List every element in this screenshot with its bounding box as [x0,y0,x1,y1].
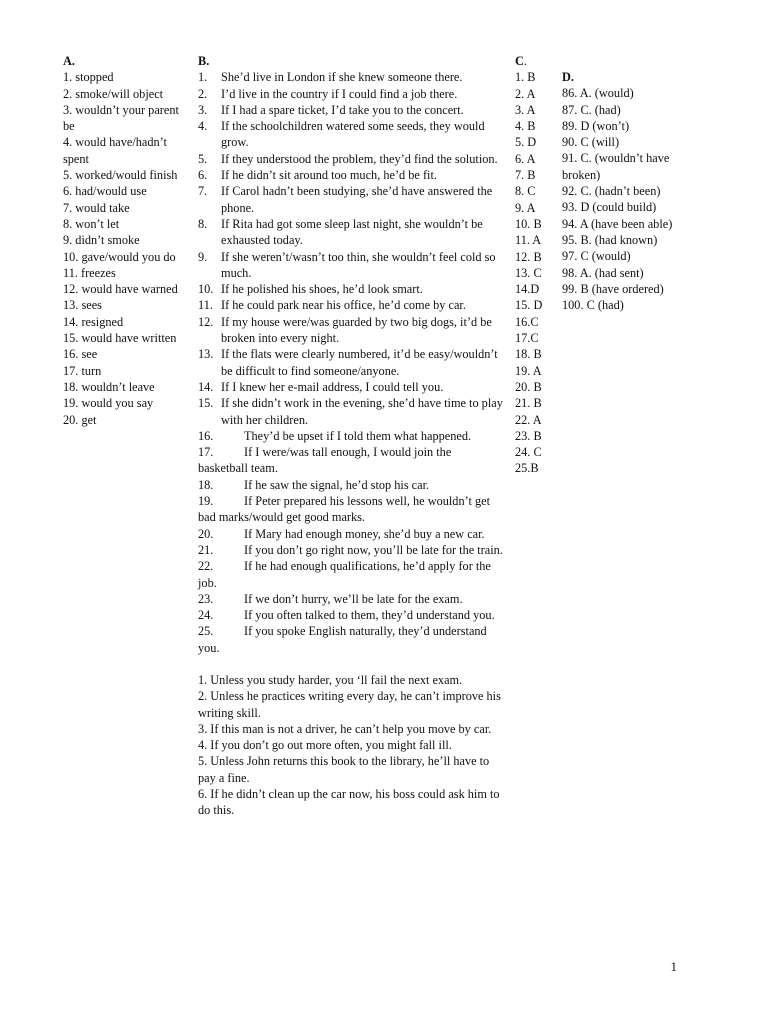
answer-item: 99. B (have ordered) [562,281,664,296]
item-number: 25. [198,624,214,639]
section-c-header [515,53,559,69]
section-a-list [63,69,185,428]
sentence-item [198,428,503,444]
answer-item: 86. A. (would) [562,86,634,101]
answer-item: 93. D (could build) [562,200,657,215]
sentence-item [198,297,503,313]
answer-item: 16. see [63,347,98,362]
item-text: If you don’t go right now, you’ll be late for the train. [244,542,503,557]
section-b-header: B. [198,54,210,68]
sentence-item [198,102,503,118]
item-number: 9. [198,249,208,264]
item-text: If she weren’t/wasn’t too thin, she wouldn’t feel cold so much. [221,249,496,280]
sentence-item [198,607,503,623]
answer-item: 24. C [515,445,542,460]
answer-item: 12. would have warned [63,282,178,297]
answer-item: 1. B [515,70,536,85]
section-c [515,53,559,477]
section-c-header-dot: . [523,54,527,68]
section-b-unless-list [198,672,503,819]
section-b-numbered-list [198,69,503,428]
item-text: If he saw the signal, he’d stop his car. [244,477,430,492]
item-number: 5. [198,151,208,166]
answer-item: 16.C [515,314,539,329]
item-text: If he didn’t sit around too much, he’d be fit. [221,168,437,183]
answer-item: 8. won’t let [63,216,120,231]
answer-item: 18. wouldn’t leave [63,379,155,394]
item-text: If the flats were clearly numbered, it’d be easy/wouldn’t be difficult to find someone/anyone. [221,347,498,378]
unless-sentence: 1. Unless you study harder, you ‘ll fail the next exam. [198,672,463,687]
answer-item: 13. C [515,265,542,280]
item-number: 20. [198,526,214,541]
item-text: They’d be upset if I told them what happened. [244,428,472,443]
item-text: I’d live in the country if I could find a job there. [221,86,458,101]
sentence-item [198,118,503,151]
sentence-item [198,151,503,167]
item-number: 17. [198,445,214,460]
answer-item: 89. D (won’t) [562,118,630,133]
unless-sentence: 2. Unless he practices writing every day, he can’t improve his writing skill. [198,689,501,720]
answer-item: 13. sees [63,298,102,313]
sentence-item [198,346,503,379]
item-number: 12. [198,314,214,329]
section-b [198,53,503,819]
answer-item: 8. C [515,184,536,199]
section-c-list [515,69,559,476]
answer-item: 17. turn [63,363,102,378]
answer-item: 19. would you say [63,396,154,411]
answer-item: 9. A [515,200,536,215]
item-text: If Peter prepared his lessons well, he wouldn’t get bad marks/would get good marks. [198,494,490,525]
item-text: If she didn’t work in the evening, she’d have time to play with her children. [221,396,503,427]
answer-item: 7. B [515,168,536,183]
answer-item: 3. wouldn’t your parent be [63,102,179,134]
item-number: 21. [198,542,214,557]
answer-item: 15. D [515,298,543,313]
item-number: 7. [198,184,208,199]
sentence-item [198,314,503,347]
unless-sentence: 4. If you don’t go out more often, you might fall ill. [198,738,452,753]
item-number: 8. [198,216,208,231]
answer-item: 90. C (will) [562,135,620,150]
answer-item: 98. A. (had sent) [562,265,644,280]
answer-item: 14. resigned [63,314,124,329]
sentence-item [198,558,503,591]
answer-item: 10. B [515,216,542,231]
sentence-item [198,542,503,558]
answer-item: 20. get [63,412,97,427]
answer-item: 14.D [515,282,540,297]
page-number: 1 [670,958,677,974]
section-a [63,53,185,428]
sentence-item [198,591,503,607]
sentence-item [198,183,503,216]
item-text: If they understood the problem, they’d find the solution. [221,151,498,166]
answer-item: 6. had/would use [63,184,147,199]
answer-item: 22. A [515,412,542,427]
answer-item: 25.B [515,461,539,476]
item-number: 16. [198,428,214,443]
answer-item: 4. B [515,119,536,134]
item-number: 6. [198,168,208,183]
item-text: If he polished his shoes, he’d look smart. [221,282,423,297]
answer-item: 94. A (have been able) [562,216,673,231]
item-number: 2. [198,86,208,101]
sentence-item [198,526,503,542]
section-c-header-letter: C [515,54,524,68]
item-number: 13. [198,347,214,362]
item-text: If I were/was tall enough, I would join the basketball team. [198,445,452,476]
answer-item: 95. B. (had known) [562,232,658,247]
item-text: If Mary had enough money, she’d buy a new car. [244,526,485,541]
item-text: If you often talked to them, they’d understand you. [244,608,495,623]
answer-item: 11. A [515,233,542,248]
answer-item: 5. worked/would finish [63,168,178,183]
answer-item: 4. would have/hadn’t spent [63,135,167,166]
section-a-header: A. [63,54,75,68]
answer-item: 97. C (would) [562,249,631,264]
answer-item: 87. C. (had) [562,102,621,117]
answer-item: 2. smoke/will object [63,86,164,101]
answer-item: 19. A [515,363,542,378]
answer-item: 91. C. (wouldn’t have broken) [562,151,670,182]
answer-item: 23. B [515,428,542,443]
item-number: 14. [198,379,214,394]
item-text: She’d live in London if she knew someone there. [221,70,463,85]
answer-item: 6. A [515,151,536,166]
answer-item: 100. C (had) [562,298,624,313]
sentence-item [198,379,503,395]
sentence-item [198,249,503,282]
section-b-tabbed-list [198,428,503,656]
item-number: 11. [198,298,213,313]
item-number: 15. [198,396,214,411]
item-number: 10. [198,282,214,297]
item-number: 1. [198,70,208,85]
sentence-item [198,493,503,526]
item-text: If we don’t hurry, we’ll be late for the exam. [244,591,463,606]
item-text: If Carol hadn’t been studying, she’d have answered the phone. [221,184,493,215]
answer-item: 10. gave/would you do [63,249,176,264]
answer-item: 17.C [515,331,539,346]
sentence-item [198,444,503,477]
answer-item: 21. B [515,396,542,411]
sentence-item [198,395,503,428]
item-text: If I had a spare ticket, I’d take you to the concert. [221,102,464,117]
item-number: 3. [198,102,208,117]
sentence-item [198,86,503,102]
item-text: If Rita had got some sleep last night, she wouldn’t be exhausted today. [221,216,483,248]
item-number: 18. [198,477,214,492]
answer-item: 20. B [515,379,542,394]
sentence-item [198,623,503,656]
sentence-item [198,216,503,249]
answer-item: 7. would take [63,200,130,215]
spacer [198,656,503,672]
answer-item: 92. C. (hadn’t been) [562,184,661,199]
answer-item: 2. A [515,86,536,101]
sentence-item [198,477,503,493]
item-number: 23. [198,591,214,606]
section-d-list [562,85,686,313]
unless-sentence: 3. If this man is not a driver, he can’t help you move by car. [198,721,492,736]
unless-sentence: 6. If he didn’t clean up the car now, his boss could ask him to do this. [198,787,500,818]
item-number: 24. [198,608,214,623]
unless-sentence: 5. Unless John returns this book to the library, he’ll have to pay a fine. [198,754,490,785]
item-text: If the schoolchildren watered some seeds, they would grow. [221,119,485,150]
item-number: 22. [198,559,214,574]
item-text: If you spoke English naturally, they’d understand you. [198,624,487,655]
item-text: If my house were/was guarded by two big dogs, it’d be broken into every night. [221,314,492,346]
answer-item: 9. didn’t smoke [63,233,140,248]
item-text: If I knew her e-mail address, I could tell you. [221,379,444,394]
answer-item: 12. B [515,249,542,264]
answer-item: 15. would have written [63,331,177,346]
sentence-item [198,281,503,297]
answer-item: 5. D [515,135,537,150]
section-d-header: D. [562,70,574,84]
section-d [562,69,686,313]
sentence-item [198,69,503,85]
item-text: If he could park near his office, he’d come by car. [221,298,466,313]
answer-item: 11. freezes [63,265,116,280]
answer-item: 1. stopped [63,70,114,85]
item-number: 19. [198,494,214,509]
answer-item: 3. A [515,102,536,117]
answer-item: 18. B [515,347,542,362]
item-number: 4. [198,119,208,134]
item-text: If he had enough qualifications, he’d apply for the job. [198,559,491,590]
sentence-item [198,167,503,183]
